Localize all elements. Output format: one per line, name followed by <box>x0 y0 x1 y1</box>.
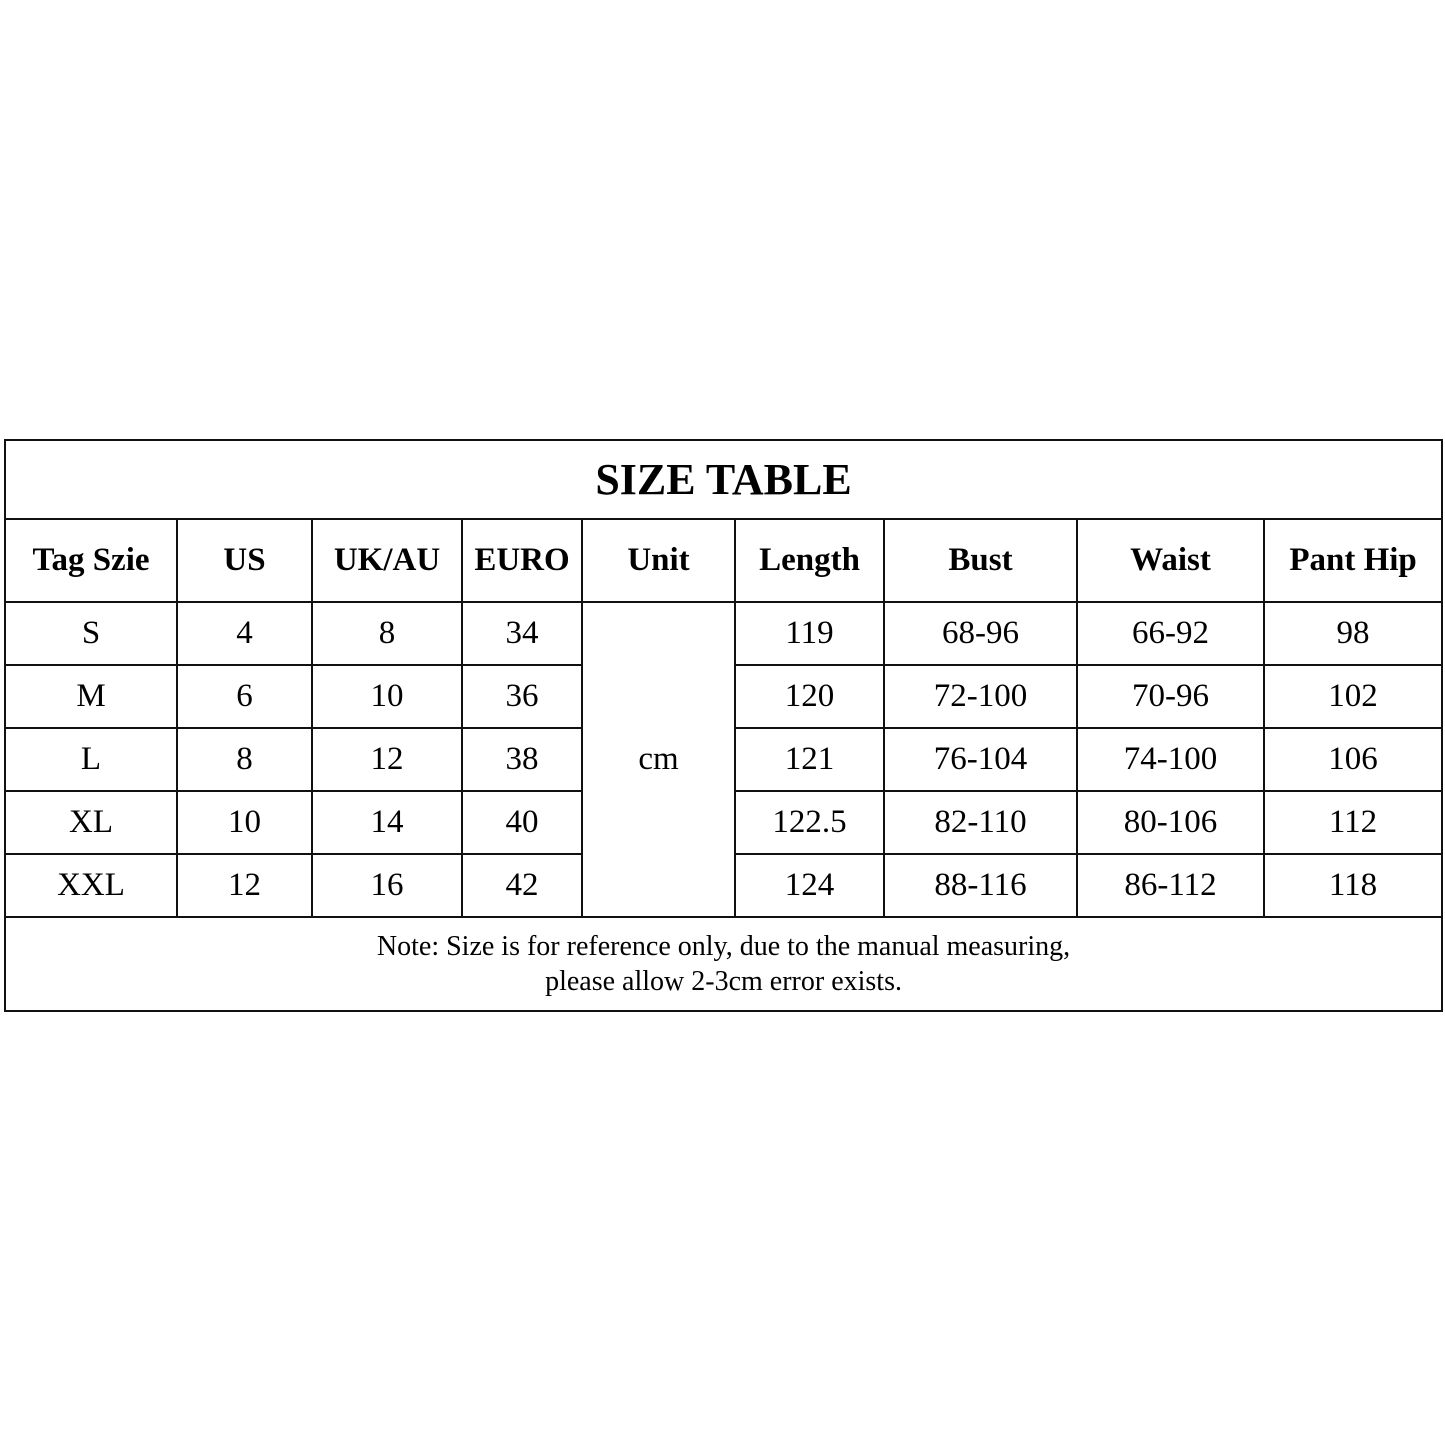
note-line-1: Note: Size is for reference only, due to the manual measuring, <box>376 931 1071 962</box>
cell-us: 6 <box>177 665 312 728</box>
cell-waist: 70-96 <box>1077 665 1264 728</box>
header-us: US <box>177 519 312 602</box>
cell-bust: 82-110 <box>884 791 1077 854</box>
header-pant-hip: Pant Hip <box>1264 519 1442 602</box>
cell-us: 8 <box>177 728 312 791</box>
cell-length: 124 <box>735 854 884 917</box>
cell-bust: 68-96 <box>884 602 1077 665</box>
cell-uk-au: 8 <box>312 602 462 665</box>
note-row <box>5 917 1442 1011</box>
header-bust: Bust <box>884 519 1077 602</box>
table-row <box>5 602 1442 665</box>
cell-tag: XXL <box>5 854 177 917</box>
header-uk-au: UK/AU <box>312 519 462 602</box>
cell-uk-au: 12 <box>312 728 462 791</box>
cell-waist: 74-100 <box>1077 728 1264 791</box>
table-title: SIZE TABLE <box>5 440 1442 519</box>
cell-pant-hip: 106 <box>1264 728 1442 791</box>
cell-tag: S <box>5 602 177 665</box>
header-tag-size: Tag Szie <box>5 519 177 602</box>
cell-pant-hip: 112 <box>1264 791 1442 854</box>
cell-uk-au: 10 <box>312 665 462 728</box>
cell-waist: 86-112 <box>1077 854 1264 917</box>
cell-bust: 76-104 <box>884 728 1077 791</box>
cell-tag: M <box>5 665 177 728</box>
cell-tag: XL <box>5 791 177 854</box>
cell-length: 122.5 <box>735 791 884 854</box>
cell-euro: 38 <box>462 728 582 791</box>
cell-waist: 66-92 <box>1077 602 1264 665</box>
cell-us: 10 <box>177 791 312 854</box>
cell-waist: 80-106 <box>1077 791 1264 854</box>
cell-euro: 34 <box>462 602 582 665</box>
header-row <box>5 519 1442 602</box>
title-row <box>5 440 1442 519</box>
cell-us: 12 <box>177 854 312 917</box>
header-euro: EURO <box>462 519 582 602</box>
header-waist: Waist <box>1077 519 1264 602</box>
cell-tag: L <box>5 728 177 791</box>
cell-length: 121 <box>735 728 884 791</box>
cell-length: 120 <box>735 665 884 728</box>
cell-us: 4 <box>177 602 312 665</box>
cell-bust: 88-116 <box>884 854 1077 917</box>
cell-length: 119 <box>735 602 884 665</box>
note-cell <box>5 917 1442 1011</box>
size-table <box>4 439 1443 1012</box>
cell-uk-au: 14 <box>312 791 462 854</box>
cell-uk-au: 16 <box>312 854 462 917</box>
header-length: Length <box>735 519 884 602</box>
cell-pant-hip: 98 <box>1264 602 1442 665</box>
header-unit: Unit <box>582 519 735 602</box>
cell-pant-hip: 118 <box>1264 854 1442 917</box>
cell-euro: 40 <box>462 791 582 854</box>
cell-unit: cm <box>582 602 735 917</box>
note-line-2: please allow 2-3cm error exists. <box>545 966 902 997</box>
cell-bust: 72-100 <box>884 665 1077 728</box>
cell-euro: 36 <box>462 665 582 728</box>
cell-euro: 42 <box>462 854 582 917</box>
cell-pant-hip: 102 <box>1264 665 1442 728</box>
